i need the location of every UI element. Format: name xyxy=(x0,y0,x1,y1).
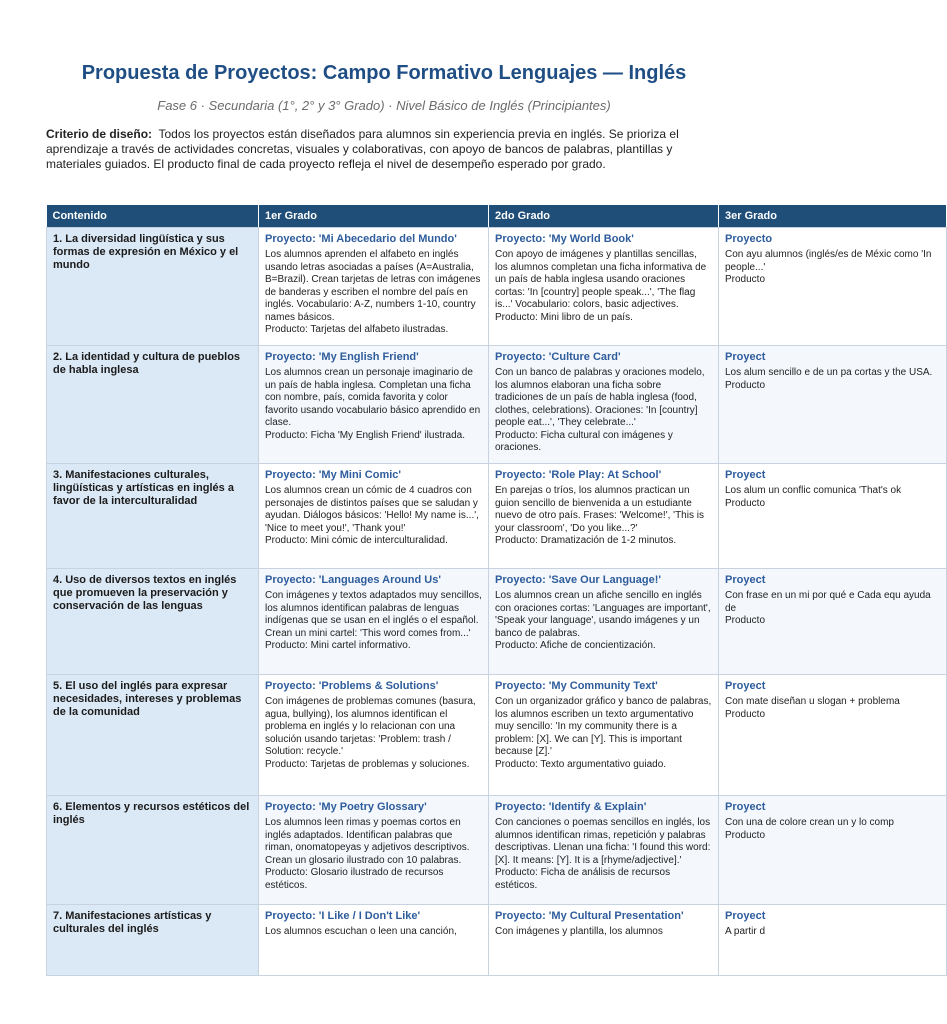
project-description: Los alumnos crean un afiche sencillo en inglés con oraciones cortas: 'Languages are important', 'Speak your language', usando imágenes y un banco de palabras. xyxy=(495,590,711,639)
project-description: A partir d xyxy=(725,926,766,937)
project-title: Proyecto: 'My Community Text' xyxy=(495,680,658,692)
content-cell: 7. Manifestaciones artísticas y culturales del inglés xyxy=(47,905,259,976)
criteria-text: Todos los proyectos están diseñados para alumnos sin experiencia previa en inglés. Se prioriza el aprendizaje a través de actividades concretas, visuales y colaborativas, con apoyo de bancos de palabras, plantillas y materiales guiados. El producto final de cada proyecto refleja el nivel de desempeño esperado por grado. xyxy=(46,127,679,171)
grade-3-cell xyxy=(719,464,947,569)
header-grado-3: 3er Grado xyxy=(719,205,947,228)
project-product: Producto xyxy=(725,708,766,720)
content-cell: 3. Manifestaciones culturales, lingüísticas y artísticas en inglés a favor de la interculturalidad xyxy=(47,464,259,569)
project-title: Proyecto: 'Identify & Explain' xyxy=(495,801,647,813)
grade-1-cell xyxy=(259,569,489,675)
project-description: Los alumnos aprenden el alfabeto en inglés usando letras asociadas a países (A=Australia, B=Brazil). Crean tarjetas de letras con imágenes de banderas y escriben el nombre del país en inglés. Vocabulario: A-Z, numbers 1-10, country names básicos. xyxy=(265,249,481,323)
project-product: Producto xyxy=(725,497,766,509)
table-row xyxy=(47,796,947,905)
project-description: Con imágenes y plantilla, los alumnos xyxy=(495,926,663,937)
content-cell: 4. Uso de diversos textos en inglés que promueven la preservación y conservación de las lenguas xyxy=(47,569,259,675)
project-product: Producto: Tarjetas del alfabeto ilustradas. xyxy=(265,324,449,335)
content-cell: 5. El uso del inglés para expresar necesidades, intereses y problemas de la comunidad xyxy=(47,675,259,796)
table-row xyxy=(47,346,947,464)
project-title: Proyect xyxy=(725,801,766,813)
page-title: Propuesta de Proyectos: Campo Formativo Lenguajes — Inglés xyxy=(81,62,687,84)
content-cell: 2. La identidad y cultura de pueblos de habla inglesa xyxy=(47,346,259,464)
project-description: Con canciones o poemas sencillos en inglés, los alumnos identifican rimas, repetición y palabras descriptivas. Llenan una ficha: 'I found this word: [X]. It means: [Y]. It is a [rhyme/adjective].' xyxy=(495,817,711,866)
table-row xyxy=(47,464,947,569)
project-title: Proyecto xyxy=(725,233,773,245)
project-description: Con imágenes y textos adaptados muy sencillos, los alumnos identifican palabras de lenguas indígenas que se usan en el inglés o el español. Crean un mini cartel: 'This word comes from...' xyxy=(265,590,482,639)
project-description: Con un banco de palabras y oraciones modelo, los alumnos elaboran una ficha sobre tradiciones de un país de habla inglesa (food, clothes, celebrations). Oraciones: 'In [country] people eat...', 'They celebrate...' xyxy=(495,367,705,428)
grade-3-cell xyxy=(719,346,947,464)
grade-1-cell xyxy=(259,905,489,976)
design-criteria xyxy=(46,127,722,172)
grade-3-cell xyxy=(719,796,947,905)
project-product: Producto: Ficha de análisis de recursos estéticos. xyxy=(495,867,671,891)
project-description: Con mate diseñan u slogan + problema xyxy=(725,696,900,707)
table-row xyxy=(47,905,947,976)
project-title: Proyecto: 'Role Play: At School' xyxy=(495,469,662,481)
project-description: Los alum sencillo e de un pa cortas y the USA. xyxy=(725,367,933,378)
grade-2-cell xyxy=(489,796,719,905)
project-product: Producto: Mini cartel informativo. xyxy=(265,640,411,651)
grade-2-cell xyxy=(489,464,719,569)
project-description: Con un organizador gráfico y banco de palabras, los alumnos escriben un texto argumentativo muy sencillo: 'In my community there is a problem: [X]. We can [Y]. This is important because [Z].' xyxy=(495,696,712,757)
project-product: Producto: Dramatización de 1-2 minutos. xyxy=(495,535,677,546)
project-title: Proyecto: 'Languages Around Us' xyxy=(265,574,441,586)
project-product: Producto: Ficha cultural con imágenes y oraciones. xyxy=(495,429,673,453)
project-description: Los alumnos crean un personaje imaginario de un país de habla inglesa. Completan una ficha con nombre, país, comida favorita y color favorito usando vocabulario básico aprendido en clase. xyxy=(265,367,481,428)
grade-2-cell xyxy=(489,228,719,346)
grade-1-cell xyxy=(259,675,489,796)
grade-3-cell xyxy=(719,228,947,346)
grade-2-cell xyxy=(489,346,719,464)
criteria-label: Criterio de diseño: xyxy=(46,127,153,141)
project-description: Los alumnos escuchan o leen una canción, xyxy=(265,926,457,937)
project-title: Proyecto: 'My Cultural Presentation' xyxy=(495,910,684,922)
project-description: Los alumnos crean un cómic de 4 cuadros con personajes de distintos países que se saludan y ayudan. Diálogos básicos: 'Hello! My name is...', 'Nice to meet you!', 'Thank you!' xyxy=(265,485,479,534)
project-product: Producto xyxy=(725,615,766,626)
project-description: Con imágenes de problemas comunes (basura, agua, bullying), los alumnos identifican el problema en inglés y lo relacionan con una solución usando tarjetas: 'Problem: trash / Solution: recycle.' xyxy=(265,696,476,757)
grade-2-cell xyxy=(489,905,719,976)
project-description: Con frase en un mi por qué e Cada equ ayuda de xyxy=(725,590,931,614)
grade-3-cell xyxy=(719,905,947,976)
project-description: Con ayu alumnos (inglés/es de Méxic como 'In people...' xyxy=(725,249,932,273)
table-header-row xyxy=(47,205,947,228)
project-title: Proyect xyxy=(725,469,766,481)
grade-3-cell xyxy=(719,675,947,796)
project-title: Proyecto: 'My English Friend' xyxy=(265,351,419,363)
project-description: En parejas o tríos, los alumnos practican un guion sencillo de bienvenida a un estudiante nuevo de otro país. Frases: 'Welcome!', 'This is your classroom', 'Do you like...?' xyxy=(495,485,704,534)
table-row xyxy=(47,569,947,675)
content-cell: 1. La diversidad lingüística y sus formas de expresión en México y el mundo xyxy=(47,228,259,346)
content-cell: 6. Elementos y recursos estéticos del inglés xyxy=(47,796,259,905)
project-product: Producto xyxy=(725,379,766,391)
project-title: Proyecto: 'Problems & Solutions' xyxy=(265,680,439,692)
project-product: Producto: Mini libro de un país. xyxy=(495,311,633,323)
grade-1-cell xyxy=(259,346,489,464)
project-description: Los alum un conflic comunica 'That's ok xyxy=(725,485,902,496)
grade-1-cell xyxy=(259,796,489,905)
project-title: Proyecto: 'Culture Card' xyxy=(495,351,621,363)
grade-2-cell xyxy=(489,675,719,796)
project-product: Producto xyxy=(725,829,766,841)
project-title: Proyect xyxy=(725,910,766,922)
grade-3-cell xyxy=(719,569,947,675)
table-row xyxy=(47,228,947,346)
project-title: Proyect xyxy=(725,680,766,692)
project-product: Producto: Afiche de concientización. xyxy=(495,640,656,651)
project-description: Con apoyo de imágenes y plantillas sencillas, los alumnos completan una ficha informativa de un país de habla inglesa usando oraciones cortas: 'In [country] people speak...', 'The flag is...' Vocabulario: colors, basic adjectives. xyxy=(495,249,707,310)
header-contenido: Contenido xyxy=(47,205,259,228)
header-grado-1: 1er Grado xyxy=(259,205,489,228)
project-title: Proyecto: 'My World Book' xyxy=(495,233,634,245)
table-row xyxy=(47,675,947,796)
project-product: Producto xyxy=(725,274,766,285)
project-title: Proyect xyxy=(725,574,766,586)
project-description: Con una de colore crean un y lo comp xyxy=(725,817,894,828)
page-subtitle: Fase 6 · Secundaria (1°, 2° y 3° Grado) · Nivel Básico de Inglés (Principiantes) xyxy=(157,98,611,113)
grade-1-cell xyxy=(259,464,489,569)
project-title: Proyecto: 'My Poetry Glossary' xyxy=(265,801,427,813)
project-title: Proyecto: 'I Like / I Don't Like' xyxy=(265,910,421,922)
project-product: Producto: Tarjetas de problemas y soluciones. xyxy=(265,758,470,770)
grade-2-cell xyxy=(489,569,719,675)
project-product: Producto: Ficha 'My English Friend' ilustrada. xyxy=(265,429,466,441)
header-grado-2: 2do Grado xyxy=(489,205,719,228)
project-title: Proyecto: 'My Mini Comic' xyxy=(265,469,402,481)
project-product: Producto: Mini cómic de interculturalidad. xyxy=(265,535,448,546)
project-product: Producto: Glosario ilustrado de recursos estéticos. xyxy=(265,867,444,891)
project-product: Producto: Texto argumentativo guiado. xyxy=(495,758,667,770)
project-title: Proyect xyxy=(725,351,766,363)
project-title: Proyecto: 'Mi Abecedario del Mundo' xyxy=(265,233,457,245)
project-title: Proyecto: 'Save Our Language!' xyxy=(495,574,661,586)
grade-1-cell xyxy=(259,228,489,346)
project-description: Los alumnos leen rimas y poemas cortos en inglés adaptados. Identifican palabras que riman, onomatopeyas y adjetivos descriptivos. Crean un glosario ilustrado con 10 palabras. xyxy=(265,817,470,866)
projects-table xyxy=(46,205,947,976)
